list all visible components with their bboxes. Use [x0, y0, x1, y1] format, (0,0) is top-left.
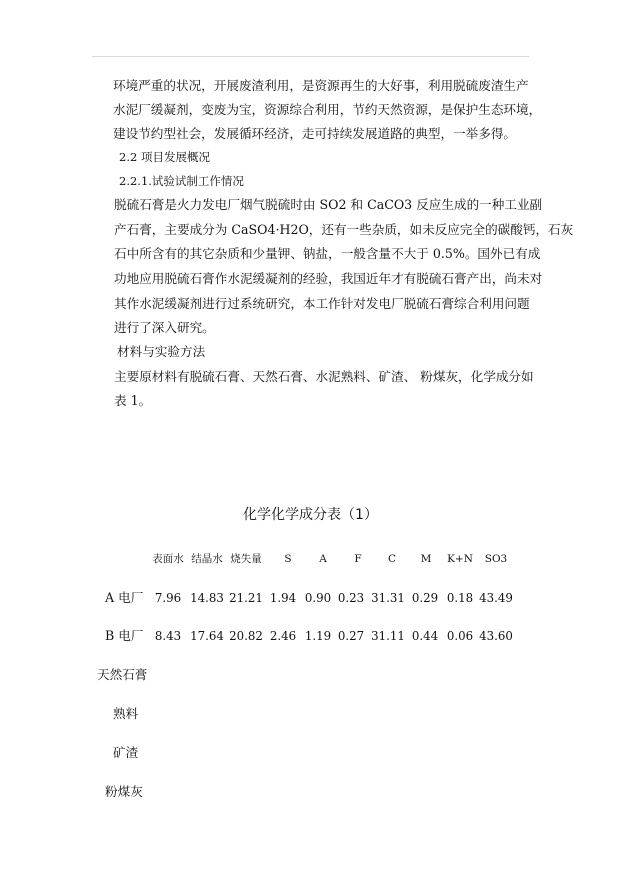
table-header-cell: C [387, 553, 397, 565]
table-cell: 8.43 [154, 629, 182, 643]
table-cell: 43.60 [479, 629, 513, 643]
paragraph-1-line-1: 环境严重的状况，开展废渣利用，是资源再生的大好事，利用脱硫废渣生产 [113, 78, 529, 93]
table-header-cell: K+N [447, 553, 473, 565]
table-header-cell: M [420, 553, 432, 565]
table-title: 化学化学成分表（1） [243, 507, 378, 523]
table-row-label: 矿渣 [113, 745, 139, 760]
table-cell: 0.27 [337, 629, 365, 643]
paragraph-2-line-5: 其作水泥缓凝剂进行过系统研究，本工作针对发电厂脱硫石膏综合利用问题 [114, 296, 530, 311]
table-header-cell: S [284, 553, 292, 565]
table-cell: 31.31 [371, 591, 405, 605]
table-cell: 0.29 [411, 591, 439, 605]
table-cell: 0.23 [337, 591, 365, 605]
table-cell: 43.49 [479, 591, 513, 605]
table-cell: 21.21 [229, 591, 263, 605]
paragraph-2-line-4: 功地应用脱硫石膏作水泥缓凝剂的经验，我国近年才有脱硫石膏产出，尚未对 [114, 271, 543, 286]
table-cell: 17.64 [190, 629, 224, 643]
table-cell: 1.19 [304, 629, 332, 643]
paragraph-2-line-3: 石中所含有的其它杂质和少量钾、钠盐，一般含量不大于 0.5%。国外已有成 [114, 246, 541, 261]
table-cell: 14.83 [190, 591, 224, 605]
table-cell: 1.94 [269, 591, 297, 605]
table-row-label: 天然石膏 [97, 667, 148, 682]
table-row-label: 熟料 [113, 706, 139, 721]
paragraph-2-line-1: 脱硫石膏是火力发电厂烟气脱硫时由 SO2 和 CaCO3 反应生成的一种工业副 [114, 197, 543, 212]
materials-heading: 材料与实验方法 [117, 344, 206, 359]
table-cell: 2.46 [269, 629, 297, 643]
paragraph-1-line-3: 建设节约型社会，发展循环经济，走可持续发展道路的典型，一举多得。 [113, 126, 516, 141]
table-row-label: 粉煤灰 [105, 784, 143, 799]
table-cell: 31.11 [371, 629, 405, 643]
paragraph-1-line-2: 水泥厂缓凝剂，变废为宝，资源综合利用，节约天然资源，是保护生态环境， [113, 102, 542, 117]
paragraph-2-line-2: 产石膏，主要成分为 CaSO4·H2O，还有一些杂质，如未反应完全的碳酸钙，石灰 [114, 222, 574, 237]
table-cell: 20.82 [229, 629, 263, 643]
section-heading: 2.2 项目发展概况 [119, 150, 210, 164]
table-cell: 0.06 [446, 629, 474, 643]
table-header-cell: 烧失量 [230, 553, 262, 565]
paragraph-2-line-6: 进行了深入研究。 [114, 320, 215, 335]
table-cell: 7.96 [154, 591, 182, 605]
table-cell: 0.44 [411, 629, 439, 643]
table-cell: 0.18 [446, 591, 474, 605]
paragraph-3-line-1: 主要原材料有脱硫石膏、天然石膏、水泥熟料、矿渣、 粉煤灰，化学成分如 [114, 369, 534, 384]
paragraph-3-line-2: 表 1。 [114, 393, 152, 408]
table-cell: 0.90 [304, 591, 332, 605]
table-header-cell: 结晶水 [191, 553, 223, 565]
subsection-heading: 2.2.1.试验试制工作情况 [119, 174, 244, 188]
table-header-cell: F [354, 553, 362, 565]
header-rule [92, 56, 529, 57]
table-header-cell: 表面水 [152, 553, 184, 565]
table-row-label: B 电厂 [105, 628, 144, 643]
table-row-label: A 电厂 [105, 590, 144, 605]
table-header-cell: SO3 [484, 553, 508, 565]
table-header-cell: A [319, 553, 327, 565]
